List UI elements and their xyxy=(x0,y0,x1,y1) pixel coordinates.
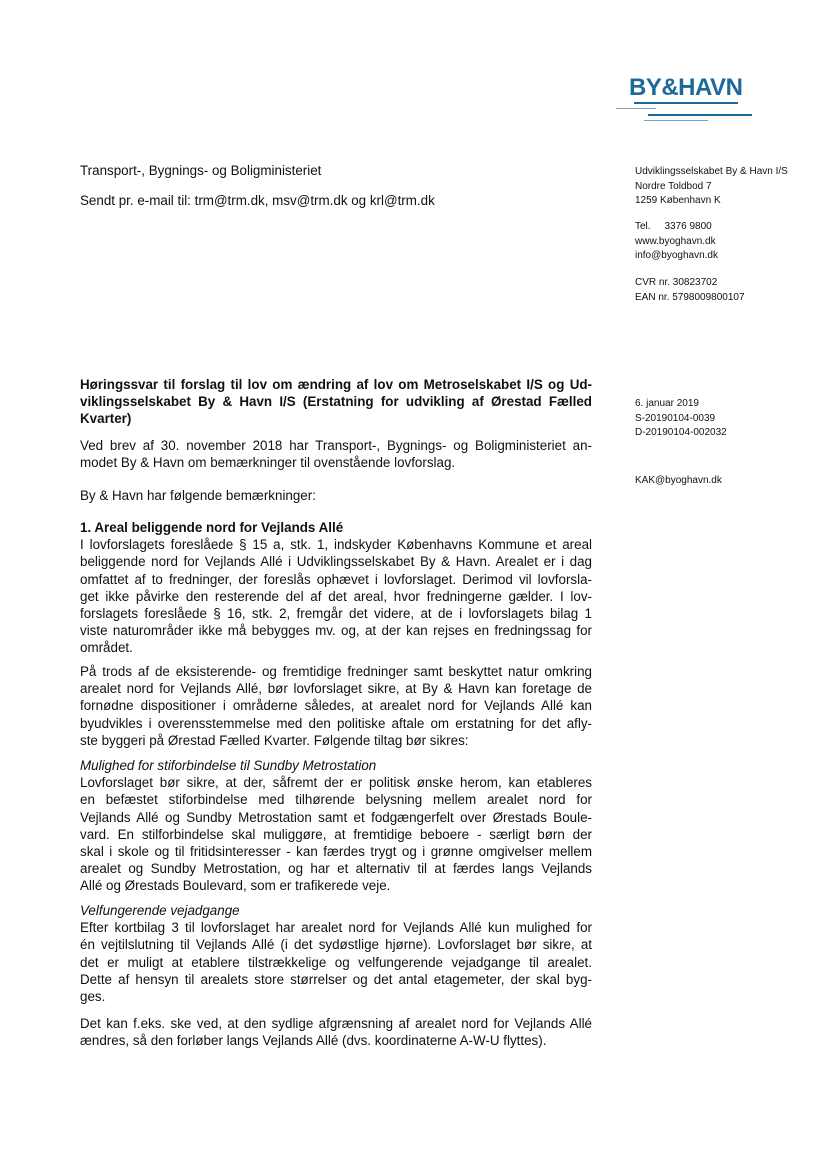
text-line: get ikke påvirke den resterende del af det areal, hvor fredningerne gælder. I lov- xyxy=(80,588,592,604)
text-line: modet By & Havn om bemærkninger til ovenstående lovforslag. xyxy=(80,455,456,471)
text-line: beliggende nord for Vejlands Allé i Udviklingsselskabet By & Havn. Arealet er i dag xyxy=(80,554,592,570)
text-line: skal i skole og til fritidsinteresser - kan færdes trygt og i grønne omgivelser mellem xyxy=(80,844,592,860)
text-line: Det kan f.eks. ske ved, at den sydlige afgrænsning af arealet nord for Vejlands Allé xyxy=(80,1016,592,1031)
text-line: fornødne dispositioner i områderne således, at arealet nord for Vejlands Allé kan xyxy=(80,698,592,714)
sent-line: Sendt pr. e-mail til: trm@trm.dk, msv@trm.dk og krl@trm.dk xyxy=(80,193,435,208)
sender-cvr: CVR nr. 30823702 xyxy=(635,277,718,288)
text-line: forslagets foreslåede § 16, stk. 2, fremgår det videre, at de i lovforslagets bilag 1 xyxy=(80,606,592,622)
text-line: det er muligt at etablere tilstrækkelige og velfungerende vejadgange til arealet. xyxy=(80,954,592,970)
text-line: vard. En stilforbindelse skal muliggøre, at fremtidige beboere - særligt børn der xyxy=(80,826,592,842)
text-line: Allé og Ørestads Boulevard, som er trafikerede veje. xyxy=(80,878,391,894)
sender-ean: EAN nr. 5798009800107 xyxy=(635,291,745,303)
text-line: viste naturområder ikke må bebygges mv. og, at der kan rejses en fredningssag for xyxy=(80,623,592,639)
intro-paragraph xyxy=(80,437,592,471)
subsection-heading: Mulighed for stiforbindelse til Sundby Metrostation xyxy=(80,758,377,773)
logo-line xyxy=(644,120,708,121)
text-line: byudvikles i overensstemmelse med den politiske aftale om erstatning for det afly- xyxy=(80,715,592,731)
text-line: ste byggeri på Ørestad Fælled Kvarter. Følgende tiltag bør sikres: xyxy=(80,732,469,748)
logo-line xyxy=(648,114,752,116)
title-line: Høringssvar til forslag til lov om ændring af lov om Metroselskabet I/S og Ud- xyxy=(80,377,592,392)
subsection-heading: Velfungerende vejadgange xyxy=(80,903,240,918)
subsection-stiforbindelse xyxy=(80,757,592,895)
sender-company: Udviklingsselskabet By & Havn I/S xyxy=(635,166,788,177)
text-line: Efter kortbilag 3 til lovforslaget har arealet nord for Vejlands Allé kun mulighed for xyxy=(80,920,592,936)
text-line: én vejtilslutning til Vejlands Allé (i det sydøstlige hjørne). Lovforslaget bør sikre, at xyxy=(80,937,592,953)
remarks-intro: By & Havn har følgende bemærkninger: xyxy=(80,488,316,503)
text-line: Ved brev af 30. november 2018 har Transport-, Bygnings- og Boligministeriet an- xyxy=(80,438,592,453)
section-1 xyxy=(80,519,592,657)
contact-email: KAK@byoghavn.dk xyxy=(635,475,722,486)
subsection-vejadgange xyxy=(80,902,592,1005)
sender-ids xyxy=(635,276,745,305)
section-1-paragraph-2 xyxy=(80,663,592,749)
sender-email: info@byoghavn.dk xyxy=(635,250,718,261)
sender-city: 1259 København K xyxy=(635,195,721,206)
text-line: På trods af de eksisterende- og fremtidige fredninger samt beskyttet natur omkring xyxy=(80,664,592,679)
text-line: Lovforslaget bør sikre, at der, såfremt der er politisk ønske herom, kan etableres xyxy=(80,775,592,791)
text-line: I lovforslagets foreslåede § 15 a, stk. 1, indskyder Københavns Kommune et areal xyxy=(80,537,592,553)
text-line: omfattet af to fredninger, der foreslås ophævet i lovforslaget. Derimod vil lovforsla- xyxy=(80,571,592,587)
text-line: en befæstet stiforbindelse med tilhørende belysning mellem arealet nord for xyxy=(80,792,592,808)
text-line: ændres, så den forløber langs Vejlands Allé (dvs. koordinaterne A-W-U flyttes). xyxy=(80,1033,547,1049)
sender-street: Nordre Toldbod 7 xyxy=(635,180,712,192)
sender-contact xyxy=(635,220,718,264)
title-line: Kvarter) xyxy=(80,411,132,427)
letter-ref-s: S-20190104-0039 xyxy=(635,412,716,424)
letter-ref-d: D-20190104-002032 xyxy=(635,427,727,438)
recipient: Transport-, Bygnings- og Boligministeriet xyxy=(80,163,322,178)
text-line: arealet nord for Vejlands Allé, bør lovforslaget sikre, at By & Havn kan foretage de xyxy=(80,681,592,697)
title-line: viklingsselskabet By & Havn I/S (Erstatning for udvikling af Ørestad Fælled xyxy=(80,394,592,410)
text-line: arealet og Sundby Metrostation, og har et alternativ til at færdes langs Vejlands xyxy=(80,861,592,877)
text-line: Dette af hensyn til arealets store størrelser og det antal etagemeter, der skal byg- xyxy=(80,971,592,987)
text-line: Vejlands Allé og Sundby Metrostation samt et fodgængerfelt over Ørestads Boule- xyxy=(80,809,592,825)
logo-line xyxy=(616,108,656,109)
logo-line xyxy=(634,102,738,104)
letter-title xyxy=(80,376,592,428)
text-line: området. xyxy=(80,640,133,656)
by-og-havn-logo: BY&HAVN xyxy=(629,74,743,101)
sender-block xyxy=(635,165,788,209)
letter-meta xyxy=(635,397,727,441)
sender-web: www.byoghavn.dk xyxy=(635,235,716,247)
section-1-paragraph-3 xyxy=(80,1015,592,1049)
sender-tel: Tel. 3376 9800 xyxy=(635,221,712,232)
section-heading: 1. Areal beliggende nord for Vejlands Allé xyxy=(80,520,344,535)
letter-date: 6. januar 2019 xyxy=(635,398,699,409)
text-line: ges. xyxy=(80,989,106,1005)
